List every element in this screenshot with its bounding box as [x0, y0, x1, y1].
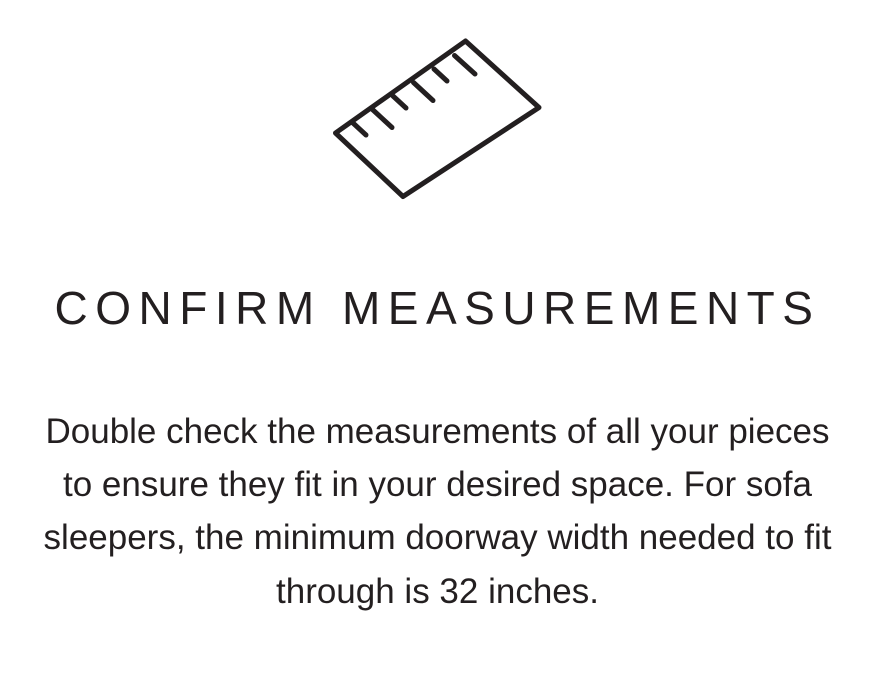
ruler-icon: [318, 30, 558, 220]
body-text: Double check the measurements of all your pieces to ensure they fit in your desired space. For sofa sleepers, the minimum doorway width needed to fit through is 32 inches.: [43, 412, 832, 611]
page-title: CONFIRM MEASUREMENTS: [54, 282, 821, 334]
